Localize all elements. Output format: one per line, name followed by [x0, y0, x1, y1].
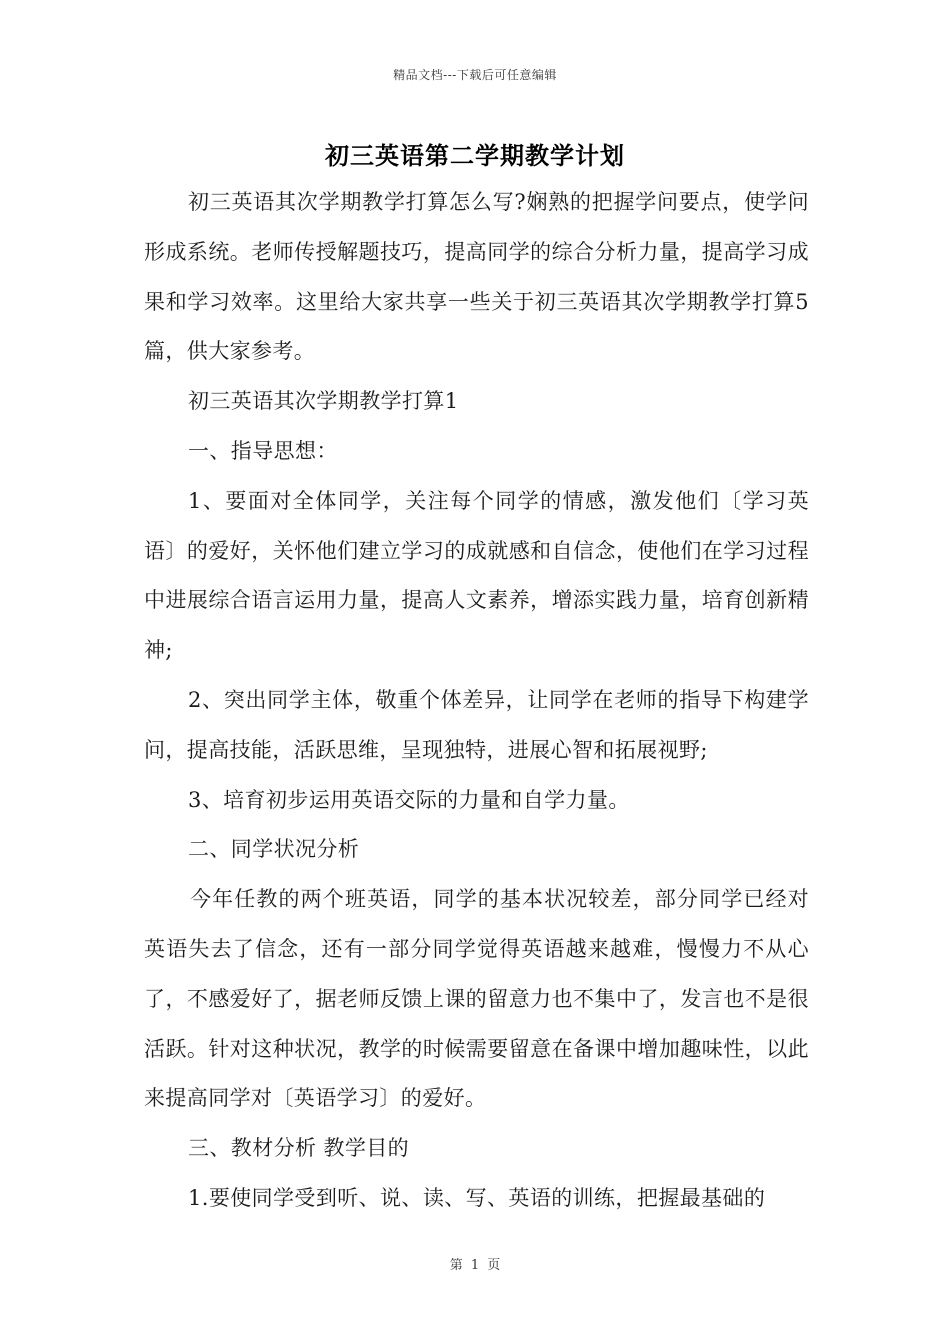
- plan-heading: 初三英语其次学期教学打算1: [188, 389, 459, 414]
- guiding-point-2: 2、突出同学主体，敬重个体差异，让同学在老师的指导下构建学问，提高技能，活跃思维，呈现独特，进展心智和拓展视野;: [144, 687, 809, 762]
- teaching-goal-1: 1.要使同学受到听、说、读、写、英语的训练，把握最基础的: [188, 1185, 766, 1210]
- student-analysis-paragraph: 今年任教的两个班英语，同学的基本状况较差，部分同学已经对英语失去了信念，还有一部分同学觉得英语越来越难，慢慢力不从心了，不感爱好了，据老师反馈上课的留意力也不集中了，发言也不是很活跃。针对这种状况，教学的时候需要留意在备课中增加趣味性，以此来提高同学对〔英语学习〕的爱好。: [144, 887, 809, 1111]
- document-title: 初三英语第二学期教学计划: [325, 141, 625, 170]
- guiding-point-1: 1、要面对全体同学，关注每个同学的情感，激发他们〔学习英语〕的爱好，关怀他们建立学习的成就感和自信念，使他们在学习过程中进展综合语言运用力量，提高人文素养，增添实践力量，培育创新精神;: [144, 488, 809, 663]
- section-heading-textbook-analysis: 三、教材分析 教学目的: [188, 1136, 410, 1161]
- section-heading-student-analysis: 二、同学状况分析: [188, 837, 360, 862]
- intro-paragraph: 初三英语其次学期教学打算怎么写?娴熟的把握学问要点，使学问形成系统。老师传授解题技巧，提高同学的综合分析力量，提高学习成果和学习效率。这里给大家共享一些关于初三英语其次学期教学打算5篇，供大家参考。: [144, 190, 809, 364]
- section-heading-guiding-ideas: 一、指导思想：: [188, 438, 338, 463]
- page-header: 精品文档---下载后可任意编辑: [393, 68, 557, 82]
- document-body: [144, 178, 809, 1224]
- page-number: 第 1 页: [449, 1258, 501, 1273]
- guiding-point-3: 3、培育初步运用英语交际的力量和自学力量。: [188, 787, 630, 812]
